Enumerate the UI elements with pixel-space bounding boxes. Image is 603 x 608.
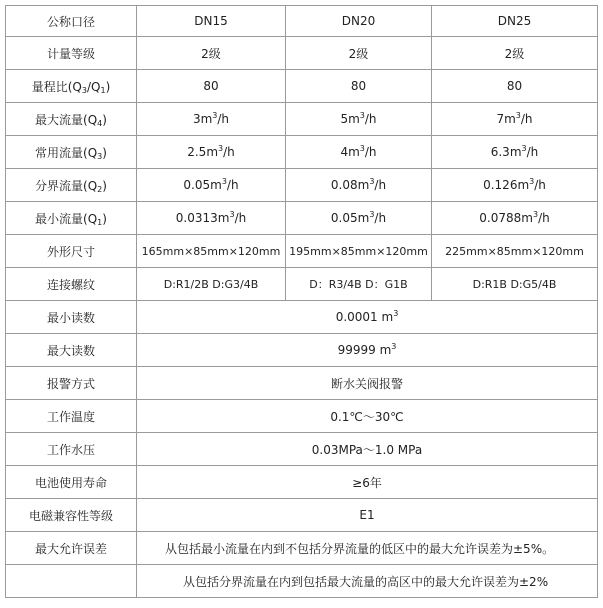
header-dn20: DN20 bbox=[286, 6, 432, 37]
cell-dn15: $0.05m^3/h$ bbox=[137, 169, 286, 202]
table-row-transition-flow bbox=[6, 169, 598, 202]
merged-value-cell: 0.0001 $m^3$ bbox=[137, 301, 598, 334]
table-row-nominal-flow bbox=[6, 136, 598, 169]
row-label: 公称口径 bbox=[6, 6, 137, 37]
spec-table bbox=[5, 5, 598, 598]
row-label: 常用流量$(Q_3)$ bbox=[6, 136, 137, 169]
table-row-pressure bbox=[6, 433, 598, 466]
row-label: 最大流量$(Q_4)$ bbox=[6, 103, 137, 136]
row-label: 电池使用寿命 bbox=[6, 466, 137, 499]
cell-dn25: $0.0788m^3/h$ bbox=[432, 202, 598, 235]
cell-dn15: 165mm×85mm×120mm bbox=[137, 235, 286, 268]
row-label bbox=[6, 565, 137, 598]
cell-dn20: $5m^3/h$ bbox=[286, 103, 432, 136]
merged-value-cell: E1 bbox=[137, 499, 598, 532]
merged-value-cell: 从包括分界流量在内到包括最大流量的高区中的最大允许误差为±2% bbox=[137, 565, 598, 598]
cell-dn15: 2级 bbox=[137, 37, 286, 70]
row-label: 报警方式 bbox=[6, 367, 137, 400]
merged-value-cell: 99999 $m^3$ bbox=[137, 334, 598, 367]
merged-value-cell: 0.03MPa～1.0 MPa bbox=[137, 433, 598, 466]
cell-dn15: $0.0313m^3/h$ bbox=[137, 202, 286, 235]
table-row-accuracy-class bbox=[6, 37, 598, 70]
table-row-range-ratio bbox=[6, 70, 598, 103]
cell-dn20: 2级 bbox=[286, 37, 432, 70]
row-label: 最大允许误差 bbox=[6, 532, 137, 565]
table-row-min-reading bbox=[6, 301, 598, 334]
table-row-max-error-low bbox=[6, 532, 598, 565]
cell-dn20: 80 bbox=[286, 70, 432, 103]
row-label: 工作水压 bbox=[6, 433, 137, 466]
table-row-min-flow bbox=[6, 202, 598, 235]
table-row-emc-class bbox=[6, 499, 598, 532]
cell-dn20: D：R3/4B D：G1B bbox=[286, 268, 432, 301]
cell-dn25: D:R1B D:G5/4B bbox=[432, 268, 598, 301]
cell-dn15: 80 bbox=[137, 70, 286, 103]
row-label: 最大读数 bbox=[6, 334, 137, 367]
row-label: 连接螺纹 bbox=[6, 268, 137, 301]
table-row-thread bbox=[6, 268, 598, 301]
row-label: 工作温度 bbox=[6, 400, 137, 433]
cell-dn25: 225mm×85mm×120mm bbox=[432, 235, 598, 268]
table-row-alarm bbox=[6, 367, 598, 400]
merged-value-cell: 0.1℃～30℃ bbox=[137, 400, 598, 433]
cell-dn25: $0.126m^3/h$ bbox=[432, 169, 598, 202]
header-dn25: DN25 bbox=[432, 6, 598, 37]
cell-dn25: $6.3m^3/h$ bbox=[432, 136, 598, 169]
row-label: 计量等级 bbox=[6, 37, 137, 70]
table-row-dimensions bbox=[6, 235, 598, 268]
row-label: 外形尺寸 bbox=[6, 235, 137, 268]
cell-dn15: $3m^3/h$ bbox=[137, 103, 286, 136]
table-row-max-error-high bbox=[6, 565, 598, 598]
cell-dn25: $7m^3/h$ bbox=[432, 103, 598, 136]
merged-value-cell: 断水关阀报警 bbox=[137, 367, 598, 400]
row-label: 最小读数 bbox=[6, 301, 137, 334]
table-row-max-flow bbox=[6, 103, 598, 136]
row-label: 电磁兼容性等级 bbox=[6, 499, 137, 532]
row-label: 分界流量$(Q_2)$ bbox=[6, 169, 137, 202]
table-row-header bbox=[6, 6, 598, 37]
row-label: 最小流量$(Q_1)$ bbox=[6, 202, 137, 235]
table-row-battery-life bbox=[6, 466, 598, 499]
cell-dn25: 80 bbox=[432, 70, 598, 103]
row-label: 量程比$(Q_3/Q_1)$ bbox=[6, 70, 137, 103]
cell-dn20: $4m^3/h$ bbox=[286, 136, 432, 169]
cell-dn15: $2.5m^3/h$ bbox=[137, 136, 286, 169]
merged-value-cell: ≥6年 bbox=[137, 466, 598, 499]
header-dn15: DN15 bbox=[137, 6, 286, 37]
table-row-max-reading bbox=[6, 334, 598, 367]
cell-dn25: 2级 bbox=[432, 37, 598, 70]
cell-dn20: $0.08m^3/h$ bbox=[286, 169, 432, 202]
merged-value-cell: 从包括最小流量在内到不包括分界流量的低区中的最大允许误差为±5%。 bbox=[137, 532, 598, 565]
table-row-temperature bbox=[6, 400, 598, 433]
cell-dn20: 195mm×85mm×120mm bbox=[286, 235, 432, 268]
cell-dn15: D:R1/2B D:G3/4B bbox=[137, 268, 286, 301]
cell-dn20: $0.05m^3/h$ bbox=[286, 202, 432, 235]
